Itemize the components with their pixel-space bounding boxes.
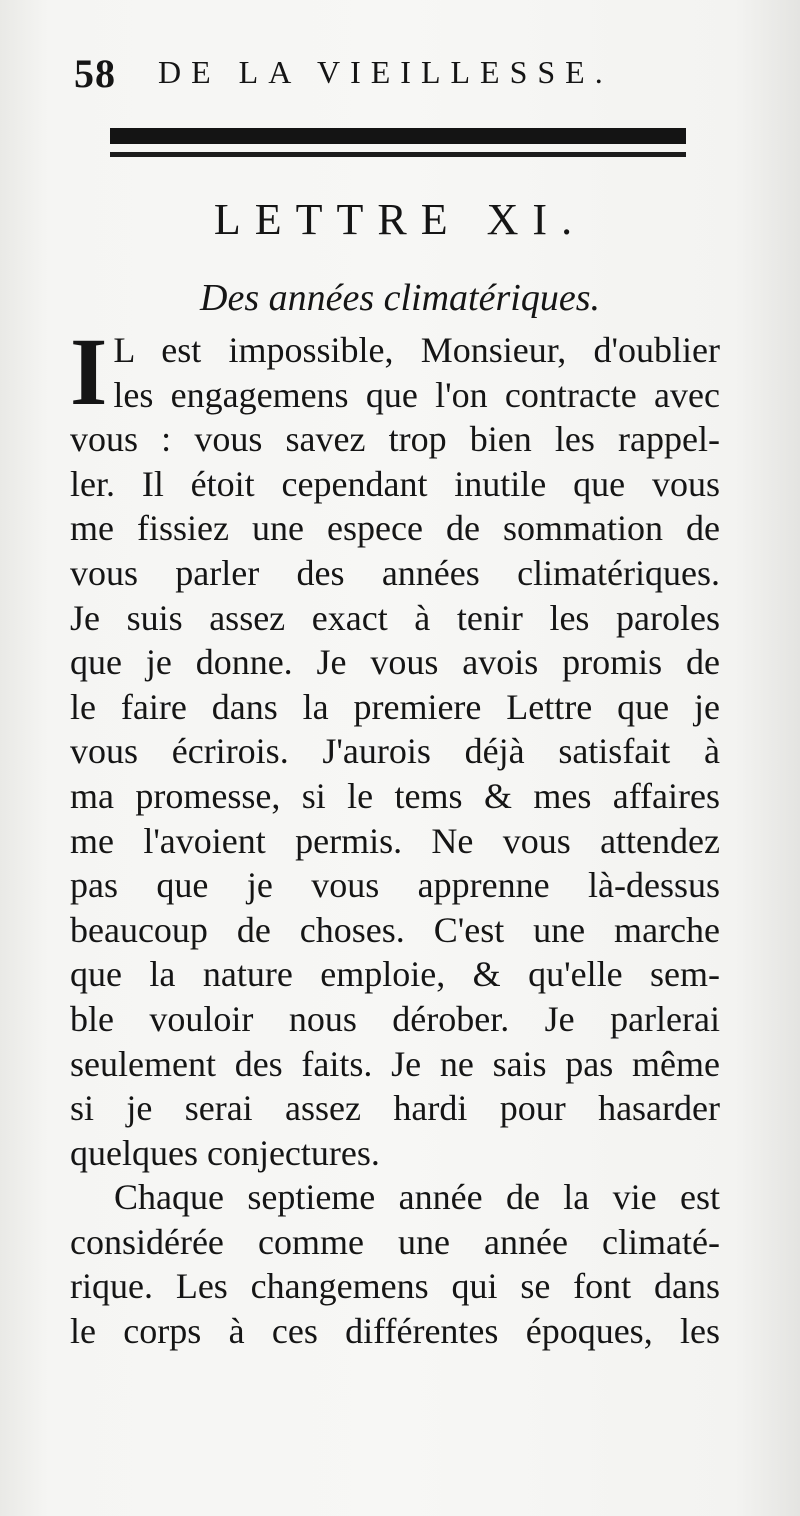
ornamental-rule-thin bbox=[110, 152, 686, 157]
text-line: L est impossible, Monsieur, d'oublier bbox=[113, 330, 720, 370]
body-text bbox=[70, 318, 720, 1354]
text-line: vous parler des années climatériques. bbox=[70, 552, 720, 593]
text-line: ble vouloir nous dérober. Je parlerai bbox=[70, 998, 720, 1039]
drop-cap: I bbox=[70, 318, 108, 425]
paragraph-2 bbox=[70, 1175, 720, 1353]
text-line: Chaque septieme année de la vie est bbox=[114, 1177, 720, 1218]
page-number: 58 bbox=[74, 51, 116, 96]
text-line: que je donne. Je vous avois promis de bbox=[70, 642, 720, 683]
text-line: les engagemens que l'on contracte avec bbox=[113, 374, 720, 415]
text-line: me l'avoient permis. Ne vous attendez bbox=[70, 820, 720, 861]
running-head: DE LA VIEILLESSE. bbox=[158, 54, 613, 90]
text-line: ler. Il étoit cependant inutile que vous bbox=[70, 463, 720, 504]
text-line: ma promesse, si le tems & mes affaires bbox=[70, 775, 720, 816]
paragraph-1 bbox=[70, 318, 720, 1175]
letter-title: LETTRE XI. bbox=[213, 195, 587, 244]
text-line: seulement des faits. Je ne sais pas même bbox=[70, 1043, 720, 1084]
text-line: le faire dans la premiere Lettre que je bbox=[70, 686, 720, 727]
text-line: pas que je vous apprenne là-dessus bbox=[70, 865, 720, 906]
text-line: me fissiez une espece de sommation de bbox=[70, 508, 720, 549]
text-line: que la nature emploie, & qu'elle sem- bbox=[70, 954, 720, 995]
text-line: si je serai assez hardi pour hasarder bbox=[70, 1088, 720, 1129]
text-line: rique. Les changemens qui se font dans bbox=[70, 1266, 720, 1307]
text-line: le corps à ces différentes époques, les bbox=[70, 1311, 720, 1352]
text-line: vous écrirois. J'aurois déjà satisfait à bbox=[70, 731, 720, 772]
text-line: vous : vous savez trop bien les rappel- bbox=[70, 419, 720, 460]
letter-subtitle: Des années climatériques. bbox=[200, 277, 600, 319]
text-line: considérée comme une année climaté- bbox=[70, 1221, 720, 1262]
page-header bbox=[74, 50, 674, 94]
text-line: quelques conjectures. bbox=[70, 1132, 380, 1173]
text-line: beaucoup de choses. C'est une marche bbox=[70, 909, 720, 950]
text-line: Je suis assez exact à tenir les paroles bbox=[70, 597, 720, 638]
ornamental-rule-thick bbox=[110, 128, 686, 144]
